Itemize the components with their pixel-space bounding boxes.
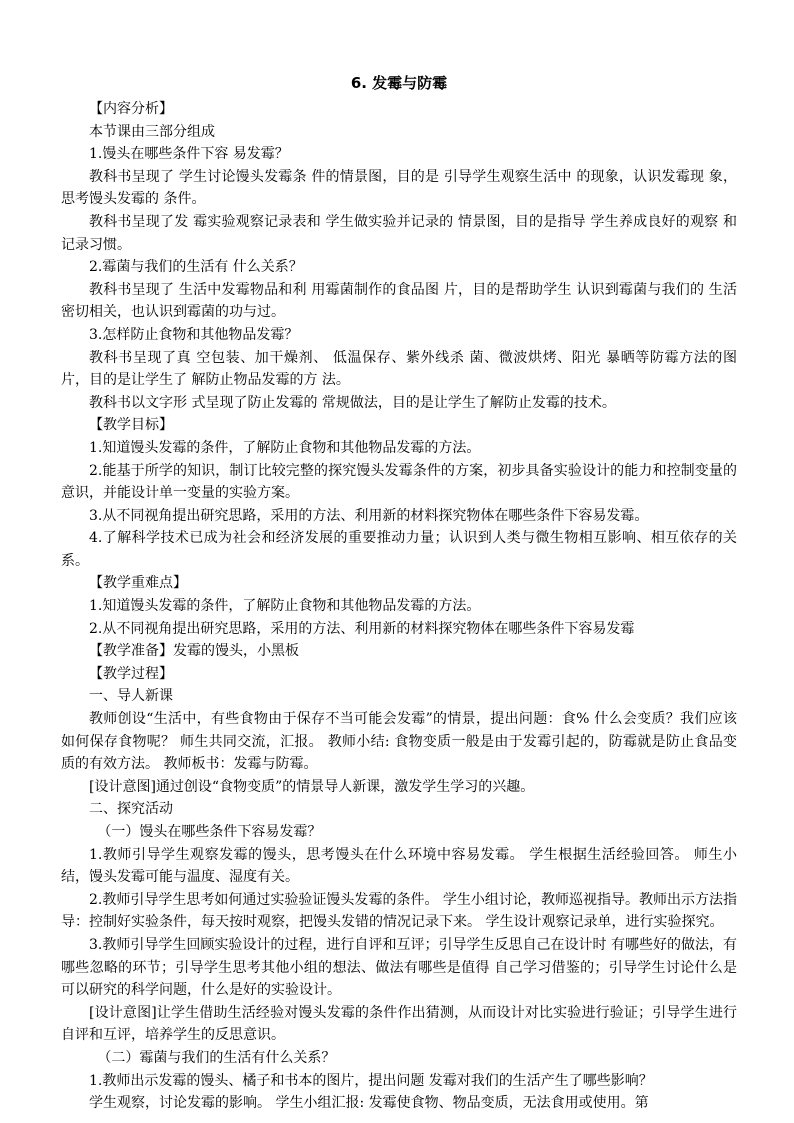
list-heading: 2.霉菌与我们的生活有 什么关系？ bbox=[89, 259, 303, 276]
design-intent: [设计意图]让学生借助生活经验对馒头发霉的条件作出猜测，从而设计对比实验进行验证；引导学生进行自评和互评，培养学生的反思意识。 bbox=[61, 1004, 737, 1044]
list-item: 1.教师引导学生观察发霉的馒头，思考馒头在什么环境中容易发霉。 学生根据生活经验回答。 师生小结，馒头发霉可能与温度、湿度有关。 bbox=[61, 846, 737, 886]
paragraph: 教科书呈现了 生活中发霉物品和利 用霉菌制作的食品图 片，目的是帮助学生 认识到霉菌与我们的 生活密切相关，也认识到霉菌的功与过。 bbox=[61, 281, 737, 321]
paragraph: 教科书呈现了 学生讨论馒头发霉条 件的情景图，目的是 引导学生观察生活中 的现象，认识发霉现 象，思考馒头发霉的 条件。 bbox=[61, 168, 737, 208]
list-item: 4.了解科学技术已成为社会和经济发展的重要推动力量；认识到人类与微生物相互影响、相互依存的关系。 bbox=[61, 530, 737, 569]
list-heading: 3.怎样防止食物和其他物品发霉？ bbox=[89, 326, 299, 343]
paragraph: 教科书以文字形 式呈现了防止发霉的 常规做法，目的是让学生了解防止发霉的技术。 bbox=[89, 394, 616, 411]
list-item: 2.能基于所学的知识，制订比较完整的探究馒头发霉条件的方案，初步具备实验设计的能力和控制变量的意识，并能设计单一变量的实验方案。 bbox=[61, 462, 737, 502]
paragraph: 学生观察，讨论发霉的影响。 学生小组汇报: 发霉使食物、物品变质，无法食用或使用。第 bbox=[89, 1095, 649, 1112]
design-intent: [设计意图]通过创设“食物变质”的情景导人新课，激发学生学习的兴趣。 bbox=[89, 778, 535, 795]
list-item: 2.从不同视角提出研究思路，采用的方法、利用新的材料探究物体在哪些条件下容易发霉 bbox=[89, 620, 635, 637]
list-item: 1.教师出示发霉的馒头、橘子和书本的图片，提出问题 发霉对我们的生活产生了哪些影响？ bbox=[89, 1072, 653, 1089]
paragraph: 本节课由三部分组成 bbox=[89, 123, 215, 140]
list-item: 2.教师引导学生思考如何通过实验验证馒头发霉的条件。 学生小组讨论，教师巡视指导。教师出示方法指导：控制好实验条件，每天按时观察，把馒头发错的情况记录下来。 学生设计观察记录单，进行实验探究。 bbox=[61, 891, 737, 931]
list-item: 3.教师引导学生回顾实验设计的过程，进行自评和互评；引导学生反思自己在设计时 有哪些好的做法，有哪些忽略的环节；引导学生思考其他小组的想法、做法有哪些是值得 自己学习借鉴的；引导学生讨论什么是可以研究的科学问题，什么是好的实验设计。 bbox=[61, 936, 737, 999]
list-item: 1.知道馒头发霉的条件，了解防止食物和其他物品发霉的方法。 bbox=[89, 439, 481, 456]
activity-heading: （二）霉菌与我们的生活有什么关系？ bbox=[97, 1049, 336, 1066]
section-heading-key-points: 【教学重难点】 bbox=[89, 575, 187, 592]
section-heading-preparation: 【教学准备】发霉的馒头，小黑板 bbox=[89, 643, 299, 660]
paragraph: 教师创设“生活中，有些食物由于保存不当可能会发霉”的情景，提出问题：食% 什么会变质？我们应该如何保存食物呢？ 师生共同交流，汇报。 教师小结: 食物变质一般是由于发霉引起的，防霉就是防止食品变质的有效方法。 教师板书：发霉与防霉。 bbox=[61, 711, 737, 773]
list-item: 1.知道馒头发霉的条件，了解防止食物和其他物品发霉的方法。 bbox=[89, 598, 481, 615]
section-heading-content-analysis: 【内容分析】 bbox=[89, 101, 173, 117]
list-heading: 1.馒头在哪些条件下容 易发霉？ bbox=[89, 146, 289, 163]
subsection-heading: 二、探究活动 bbox=[89, 801, 173, 818]
paragraph: 教科书呈现了真 空包装、加干燥剂、 低温保存、紫外线杀 菌、微波烘烤、阳光 暴晒等防霉方法的图 片，目的是让学生了 解防止物品发霉的方 法。 bbox=[61, 349, 737, 389]
paragraph: 教科书呈现了发 霉实验观察记录表和 学生做实验并记录的 情景图，目的是指导 学生养成良好的观察 和记录习惯。 bbox=[61, 213, 737, 253]
document-page bbox=[61, 72, 737, 1115]
section-heading-process: 【教学过程】 bbox=[89, 665, 173, 682]
subsection-heading: 一、导人新课 bbox=[89, 688, 173, 705]
activity-heading: （一）馒头在哪些条件下容易发霉？ bbox=[97, 824, 322, 840]
section-heading-objectives: 【教学目标】 bbox=[89, 417, 173, 434]
page-title: 6. 发霉与防霉 bbox=[350, 74, 448, 92]
list-item: 3.从不同视角提出研究思路，采用的方法、利用新的材料探究物体在哪些条件下容易发霉。 bbox=[89, 507, 649, 524]
